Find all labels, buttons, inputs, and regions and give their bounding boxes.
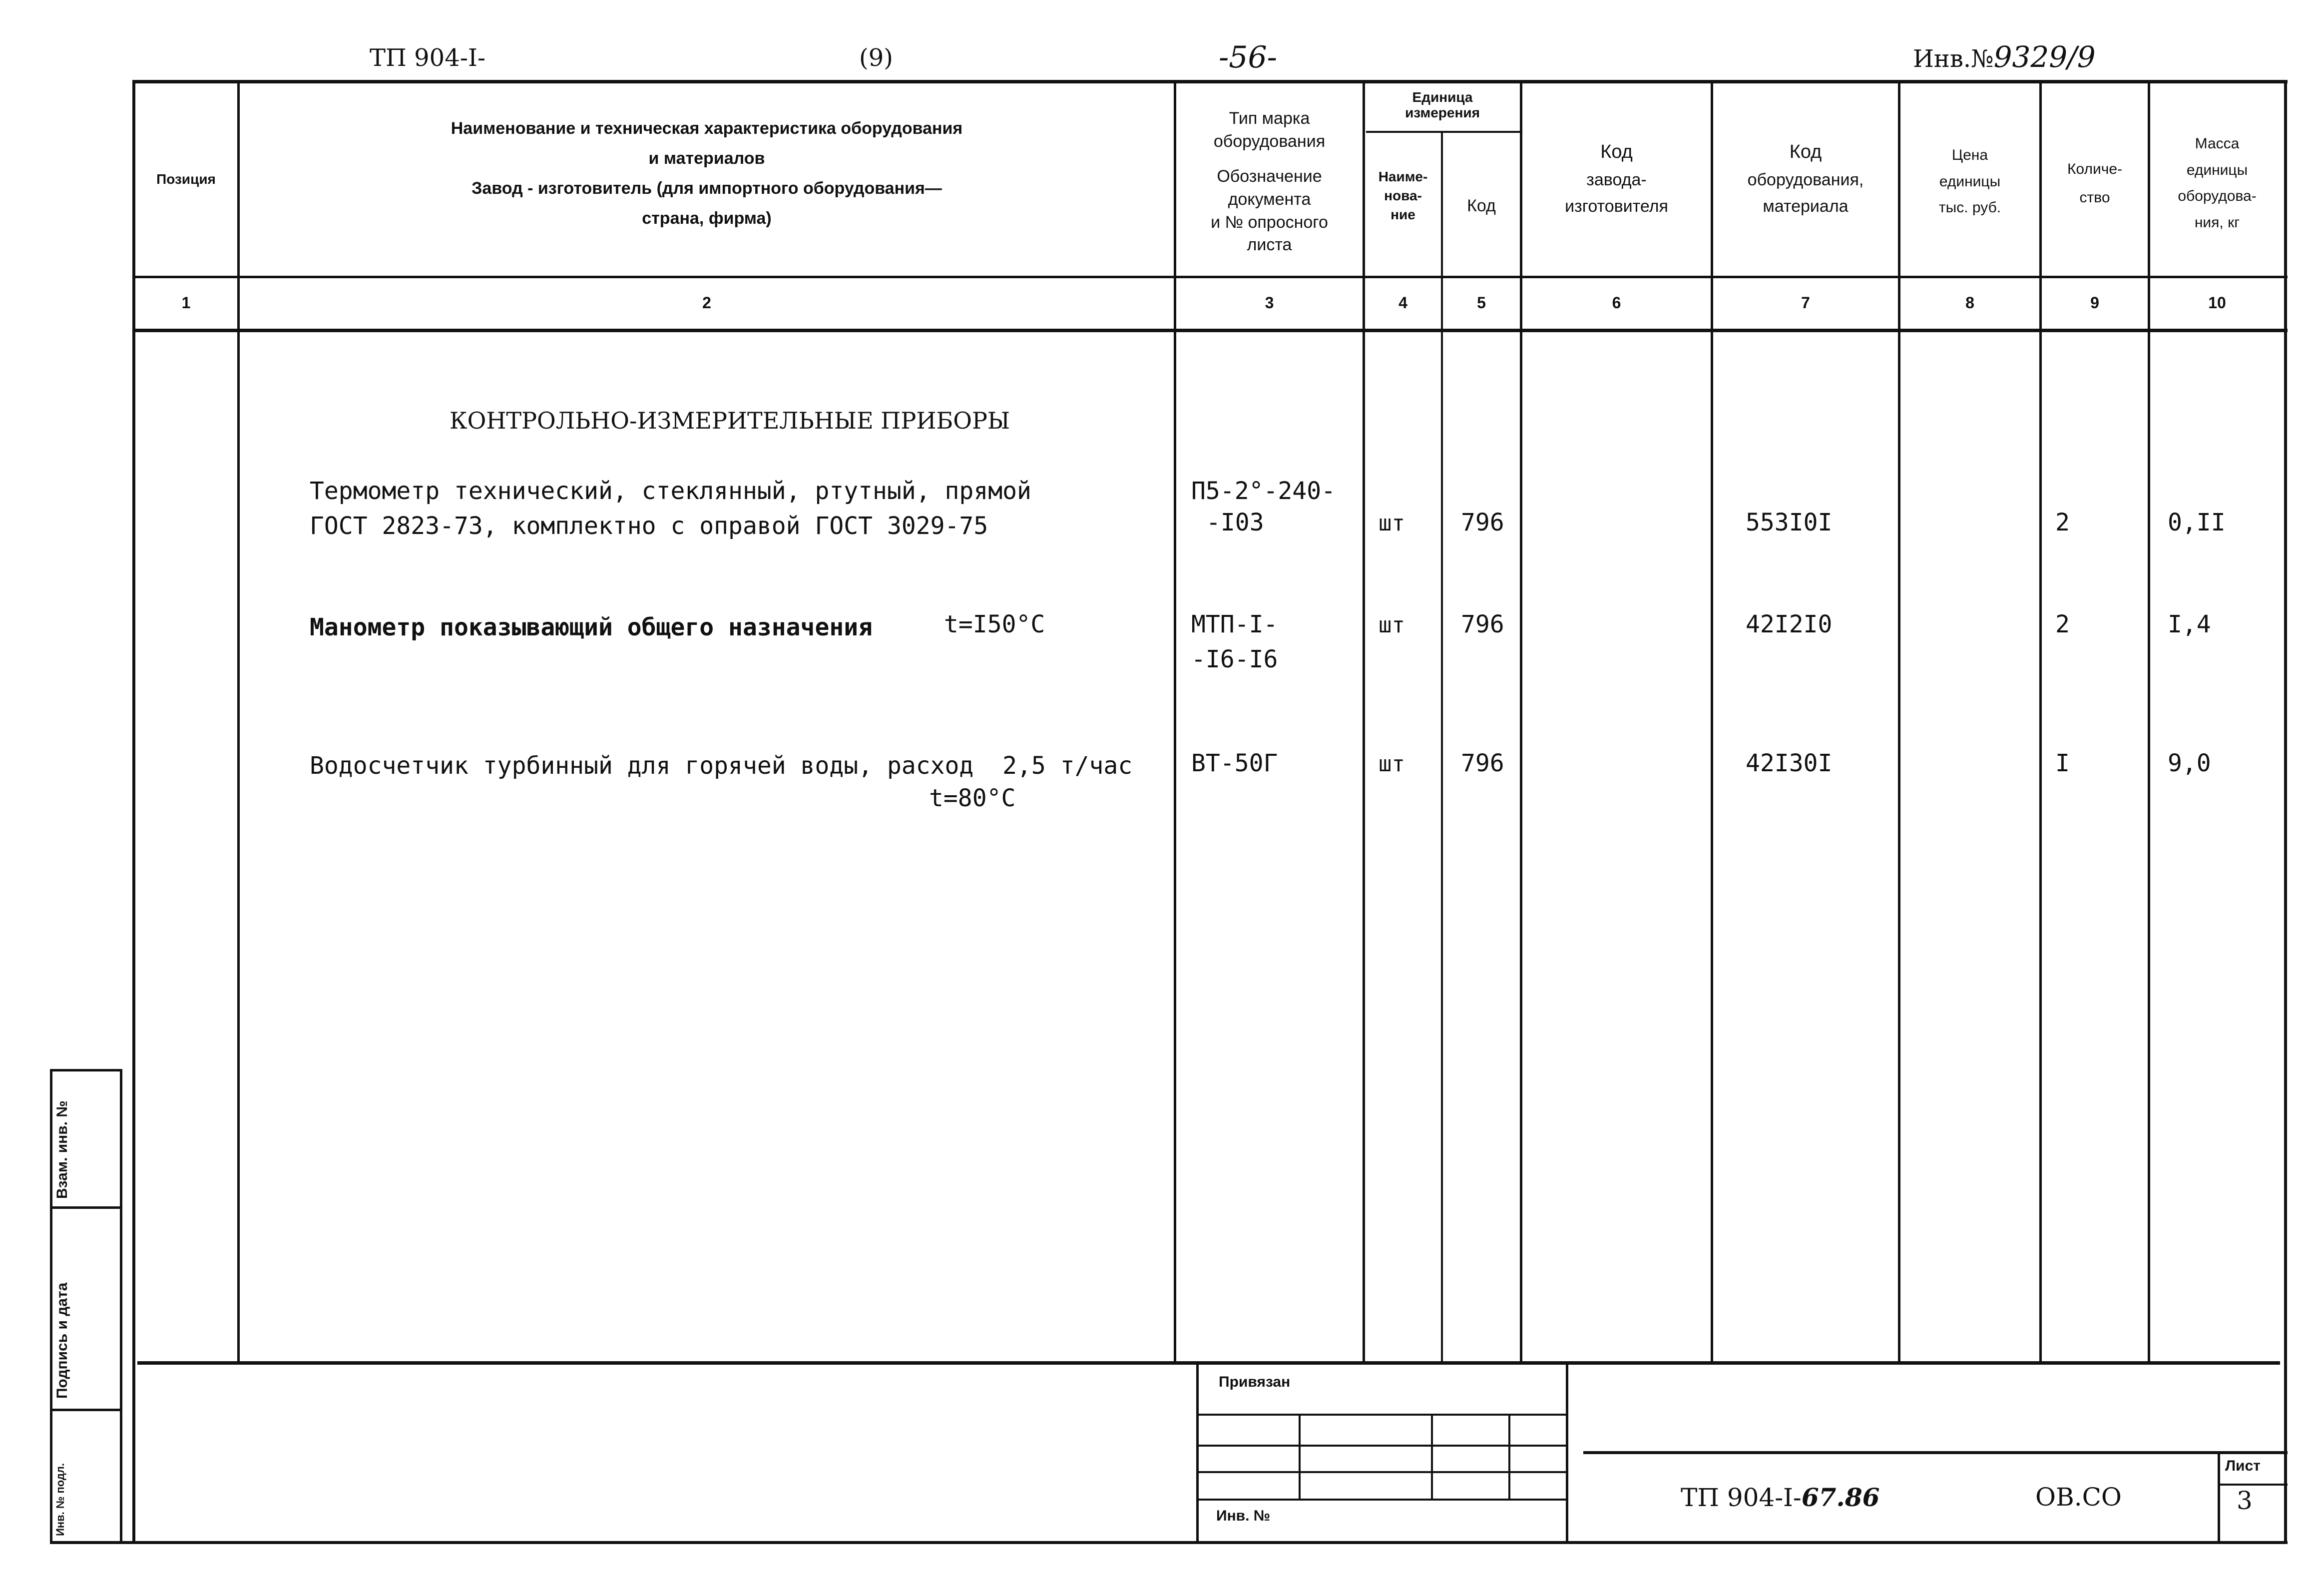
column-number-1: 1 bbox=[181, 294, 191, 312]
header-unit-group-line-1: Единица bbox=[1412, 89, 1473, 105]
header-mass-line-4: ния, кг bbox=[2194, 214, 2240, 231]
header-name bbox=[240, 117, 1174, 230]
row-3-temperature: t=80°C bbox=[929, 784, 1016, 812]
header-unit-group bbox=[1365, 90, 1520, 121]
header-equipment-code-line-1: Код bbox=[1789, 141, 1822, 162]
header-type-line-6: листа bbox=[1247, 235, 1292, 255]
row-3-name-line-1: Водосчетчик турбинный для горячей воды, расход 2,5 т/час bbox=[310, 752, 1133, 780]
side-label-signature-date: Подпись и дата bbox=[54, 1282, 70, 1399]
album-number: (9) bbox=[859, 44, 893, 72]
header-mass bbox=[2150, 131, 2284, 236]
side-label-replaced-inventory: Взам. инв. № bbox=[54, 1100, 70, 1199]
row-3-type-line-1: ВТ-50Г bbox=[1191, 749, 1278, 777]
header-unit-name-line-1: Наиме- bbox=[1378, 169, 1428, 184]
stamp-mark: ОВ.СО bbox=[2035, 1483, 2122, 1512]
row-2-unit-code: 796 bbox=[1461, 610, 1504, 638]
row-1-unit-code: 796 bbox=[1461, 509, 1504, 536]
header-equipment-code-line-3: материала bbox=[1763, 196, 1849, 216]
header-price-line-1: Цена bbox=[1951, 147, 1988, 163]
column-number-7: 7 bbox=[1801, 294, 1810, 312]
column-number-8: 8 bbox=[1965, 294, 1974, 312]
row-2-name-line-1: Манометр показывающий общего назначения bbox=[310, 613, 873, 641]
header-type-line-2: оборудования bbox=[1213, 131, 1326, 151]
header-type-line-5: и № опросного bbox=[1211, 212, 1328, 232]
header-name-line-2: и материалов bbox=[648, 148, 765, 168]
header-quantity-line-1: Количе- bbox=[2067, 161, 2123, 177]
header-factory-code-line-1: Код bbox=[1600, 141, 1633, 162]
stamp-inventory-label: Инв. № bbox=[1216, 1508, 1271, 1524]
row-1-mass: 0,II bbox=[2168, 509, 2226, 536]
header-unit-name-line-3: ние bbox=[1391, 206, 1415, 222]
header-type bbox=[1176, 107, 1363, 257]
row-1-type-line-2: -I03 bbox=[1206, 509, 1264, 536]
side-label-original-inventory: Инв. № подл. bbox=[54, 1463, 66, 1536]
header-mass-line-1: Масса bbox=[2195, 135, 2240, 152]
inventory-value: 9329/9 bbox=[1993, 40, 2096, 74]
row-3-unit-code: 796 bbox=[1461, 749, 1504, 777]
header-factory-code bbox=[1522, 137, 1711, 219]
header-name-line-3: Завод - изготовитель (для импортного оборудования— bbox=[471, 178, 942, 198]
header-name-line-1: Наименование и техническая характеристика оборудования bbox=[451, 119, 963, 138]
row-1-equipment-code: 553I0I bbox=[1746, 509, 1833, 536]
section-title: КОНТРОЛЬНО-ИЗМЕРИТЕЛЬНЫЕ ПРИБОРЫ bbox=[450, 407, 1010, 434]
page-number: -56- bbox=[1219, 40, 1277, 75]
header-price bbox=[1900, 142, 2039, 221]
row-2-mass: I,4 bbox=[2168, 610, 2211, 638]
row-1-unit: шт bbox=[1379, 511, 1405, 536]
column-number-6: 6 bbox=[1612, 294, 1621, 312]
stamp-bound-label: Привязан bbox=[1219, 1374, 1291, 1390]
stamp-sheet-number: 3 bbox=[2237, 1486, 2253, 1515]
header-factory-code-line-3: изготовителя bbox=[1565, 196, 1668, 216]
row-2-equipment-code: 42I2I0 bbox=[1746, 610, 1833, 638]
header-unit-name bbox=[1365, 167, 1441, 224]
header-factory-code-line-2: завода- bbox=[1586, 170, 1647, 189]
column-number-9: 9 bbox=[2090, 294, 2099, 312]
header-unit-group-line-2: измерения bbox=[1405, 104, 1480, 120]
row-1-quantity: 2 bbox=[2055, 509, 2070, 536]
row-2-temperature: t=I50°C bbox=[944, 610, 1045, 638]
row-1-name-line-2: ГОСТ 2823-73, комплектно с оправой ГОСТ 3029-75 bbox=[310, 512, 988, 540]
inventory-prefix: Инв.№ bbox=[1913, 45, 1994, 73]
header-type-line-3: Обозначение bbox=[1217, 166, 1322, 186]
column-number-4: 4 bbox=[1398, 294, 1407, 312]
header-mass-line-3: оборудова- bbox=[2178, 188, 2257, 204]
row-1-type-line-1: П5-2°-240- bbox=[1191, 477, 1336, 505]
column-number-5: 5 bbox=[1477, 294, 1486, 312]
stamp-sheet-label: Лист bbox=[2225, 1458, 2261, 1474]
row-2-type-line-2: -I6-I6 bbox=[1191, 645, 1278, 673]
header-type-line-4: документа bbox=[1228, 189, 1311, 209]
row-2-type-line-1: МТП-I- bbox=[1191, 610, 1278, 638]
stamp-document-code bbox=[1681, 1483, 1879, 1512]
row-3-quantity: I bbox=[2055, 749, 2070, 777]
column-number-10: 10 bbox=[2208, 294, 2226, 312]
row-2-unit: шт bbox=[1379, 612, 1405, 638]
row-2-quantity: 2 bbox=[2055, 610, 2070, 638]
column-number-3: 3 bbox=[1265, 294, 1274, 312]
stamp-document-code-prefix: ТП 904-I- bbox=[1681, 1483, 1802, 1512]
header-position: Позиция bbox=[156, 171, 216, 187]
header-quantity-line-2: ство bbox=[2079, 189, 2110, 206]
doc-code-top: ТП 904-I- bbox=[370, 44, 486, 72]
header-unit-code: Код bbox=[1467, 196, 1496, 215]
row-3-mass: 9,0 bbox=[2168, 749, 2211, 777]
inventory-number bbox=[1913, 40, 2096, 74]
row-1-name-line-1: Термометр технический, стеклянный, ртутный, прямой bbox=[310, 477, 1031, 505]
header-price-line-2: единицы bbox=[1939, 173, 2001, 190]
row-3-unit: шт bbox=[1379, 751, 1405, 777]
header-quantity bbox=[2042, 155, 2148, 212]
column-number-2: 2 bbox=[702, 294, 711, 312]
header-price-line-3: тыс. руб. bbox=[1938, 199, 2001, 216]
header-mass-line-2: единицы bbox=[2186, 161, 2248, 178]
header-type-line-1: Тип марка bbox=[1229, 109, 1310, 128]
header-name-line-4: страна, фирма) bbox=[642, 208, 772, 228]
header-unit-name-line-2: нова- bbox=[1384, 187, 1422, 203]
header-equipment-code bbox=[1713, 137, 1898, 219]
stamp-document-code-suffix: 67.86 bbox=[1801, 1483, 1880, 1512]
row-3-equipment-code: 42I30I bbox=[1746, 749, 1833, 777]
header-equipment-code-line-2: оборудования, bbox=[1747, 170, 1864, 189]
